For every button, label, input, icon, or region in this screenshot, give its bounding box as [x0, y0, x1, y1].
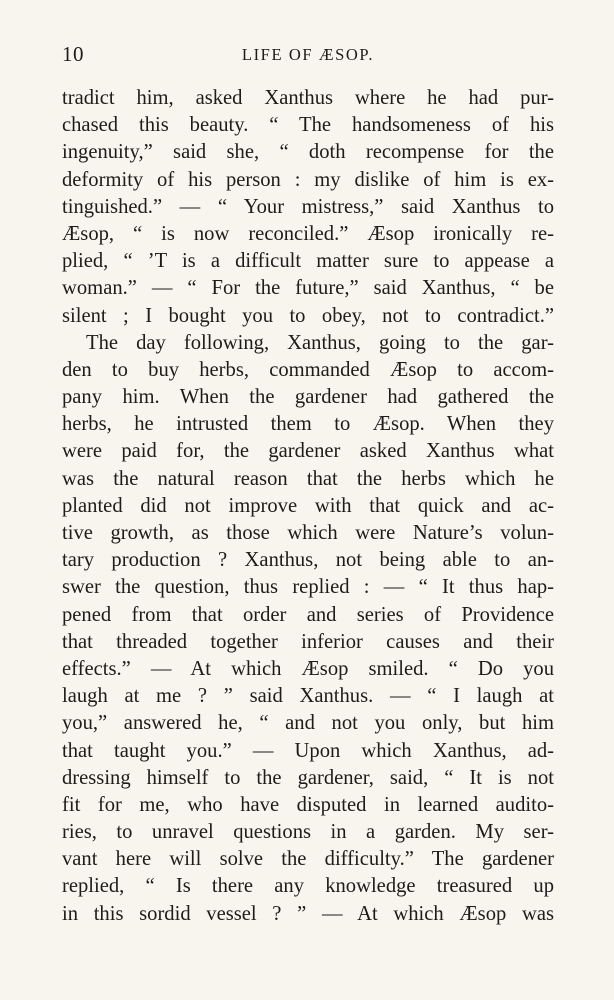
text-line: vant here will solve the difficulty.” The gardener — [62, 848, 554, 871]
text-line: that taught you.” — Upon which Xanthus, ad- — [62, 739, 554, 762]
text-line: tary production ? Xanthus, not being able to an- — [62, 549, 554, 572]
page-number: 10 — [62, 42, 84, 66]
text-line: silent ; I bought you to obey, not to contradict.” — [62, 304, 554, 327]
text-line: effects.” — At which Æsop smiled. “ Do you — [62, 657, 554, 680]
text-line: tradict him, asked Xanthus where he had pur- — [62, 87, 554, 109]
text-line: chased this beauty. “ The handsomeness of his — [62, 114, 554, 137]
text-line: pened from that order and series of Providence — [62, 603, 554, 626]
text-line: herbs, he intrusted them to Æsop. When they — [62, 413, 554, 436]
paragraph-first-line: The day following, Xanthus, going to the gar- — [86, 331, 554, 354]
body-text — [62, 85, 554, 928]
text-line: dressing himself to the gardener, said, “ It is not — [62, 766, 554, 789]
running-head — [62, 42, 554, 72]
text-line: tinguished.” — “ Your mistress,” said Xanthus to — [62, 195, 554, 218]
text-line: that threaded together inferior causes and their — [62, 630, 554, 653]
text-line: were paid for, the gardener asked Xanthus what — [62, 440, 554, 463]
text-line: ries, to unravel questions in a garden. My ser- — [62, 821, 554, 844]
text-line: deformity of his person : my dislike of him is ex- — [62, 168, 554, 191]
text-line: laugh at me ? ” said Xanthus. — “ I laugh at — [62, 685, 554, 708]
text-line: tive growth, as those which were Nature’s volun- — [62, 522, 554, 544]
text-line: you,” answered he, “ and not you only, but him — [62, 712, 554, 735]
text-line: den to buy herbs, commanded Æsop to accom- — [62, 358, 554, 381]
text-line: was the natural reason that the herbs which he — [62, 467, 554, 490]
text-line: in this sordid vessel ? ” — At which Æsop was — [62, 902, 554, 925]
text-line: Æsop, “ is now reconciled.” Æsop ironically re- — [62, 222, 554, 245]
text-line: woman.” — “ For the future,” said Xanthus, “ be — [62, 277, 554, 300]
text-line: fit for me, who have disputed in learned audito- — [62, 793, 554, 816]
running-title: LIFE OF ÆSOP. — [241, 45, 375, 64]
text-line: plied, “ ’T is a difficult matter sure to appease a — [62, 250, 554, 273]
text-line: replied, “ Is there any knowledge treasured up — [62, 875, 554, 898]
text-line: ingenuity,” said she, “ doth recompense for the — [62, 141, 554, 164]
text-line: pany him. When the gardener had gathered the — [62, 386, 554, 409]
text-line: planted did not improve with that quick and ac- — [62, 494, 554, 517]
text-line: swer the question, thus replied : — “ It thus hap- — [62, 576, 554, 599]
